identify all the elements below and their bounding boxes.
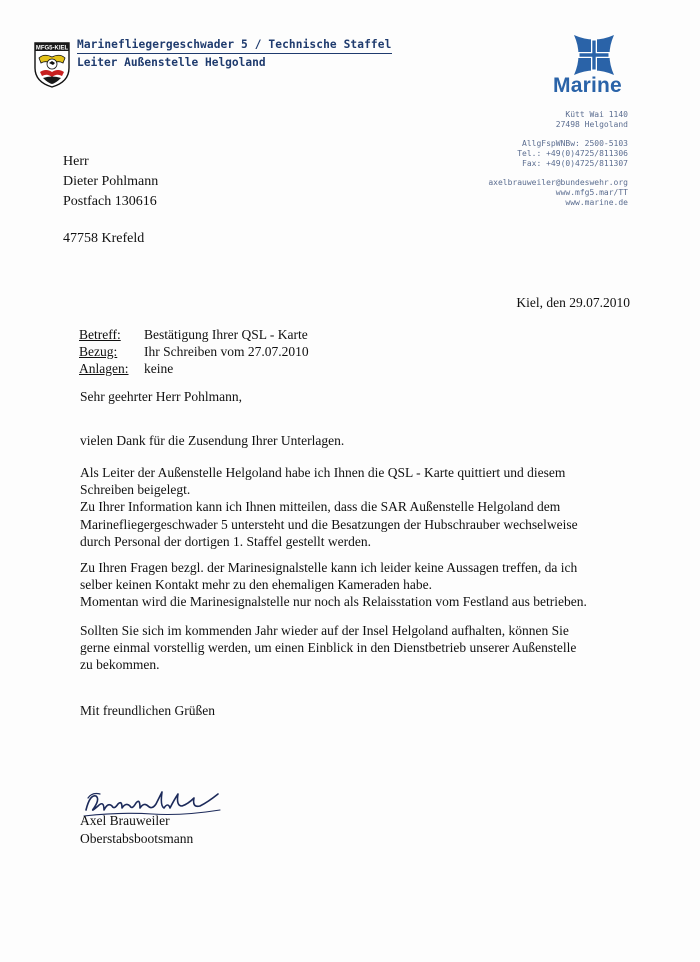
unit-crest-icon [34,42,70,88]
recipient-salutation: Herr [63,154,89,169]
reference-label: Anlagen: [79,361,129,376]
reference-value: Bestätigung Ihrer QSL - Karte [144,327,308,342]
reference-label: Betreff: [79,327,121,342]
reference-attachments [79,360,309,377]
contact-intranet: www.mfg5.mar/TT [555,188,628,197]
address-street: Kütt Wai 1140 [565,110,628,119]
sender-rank: Oberstabsbootsmann [80,830,194,846]
iron-cross-icon [574,35,614,75]
paragraph-invitation [80,622,576,674]
text-line: gerne einmal vorstellig werden, um einen Einblick in den Dienstbetrieb unserer Außenstelle [80,640,577,656]
text-line: Sollten Sie sich im kommenden Jahr wieder auf der Insel Helgoland aufhalten, können Sie [80,623,569,638]
recipient-address [63,152,158,249]
text-line: zu bekommen. [80,657,160,673]
crest-text: MFG5-KIEL [35,45,69,52]
text-line: Als Leiter der Außenstelle Helgoland habe ich Ihnen die QSL - Karte quittiert und diesem [80,465,566,480]
text-line: Zu Ihren Fragen bezgl. der Marinesignalstelle kann ich leider keine Aussagen treffen, da ich [80,560,578,575]
text-line: Schreiben beigelegt. [80,482,191,498]
reference-label: Bezug: [79,344,118,359]
contact-fax: Fax: +49(0)4725/811307 [522,159,628,168]
sender-block [80,812,193,847]
sender-address [556,110,628,130]
text-line: Marinefliegergeschwader 5 untersteht und die Besatzungen der Hubschrauber wechselweise [80,516,578,532]
paragraph-thanks [80,432,344,449]
recipient-city: 47758 Krefeld [63,231,145,246]
contact-email: axelbrauweiler@bundeswehr.org [488,178,628,187]
paragraph-qsl [80,464,578,550]
text-line: vielen Dank für die Zusendung Ihrer Unterlagen. [80,433,345,448]
contact-allg: AllgFspWNBw: 2500-5103 [522,139,628,148]
sender-name: Axel Brauweiler [80,813,170,828]
text-line: Zu Ihrer Information kann ich Ihnen mitteilen, dass die SAR Außenstelle Helgoland dem [80,499,561,515]
reference-subject [79,326,309,343]
unit-title: Marinefliegergeschwader 5 / Technische Staffel [77,38,392,51]
text-line: durch Personal der dortigen 1. Staffel gestellt werden. [80,533,372,549]
text-line: selber keinen Kontakt mehr zu den ehemaligen Kameraden habe. [80,577,432,593]
contact-tel: Tel.: +49(0)4725/811306 [517,149,628,158]
contact-web [488,178,628,208]
closing: Mit freundlichen Grüßen [80,703,215,718]
header-divider [77,53,392,54]
office-title: Leiter Außenstelle Helgoland [77,56,266,69]
paragraph-signal-station [80,559,587,611]
greeting: Sehr geehrter Herr Pohlmann, [80,389,242,404]
date-line: Kiel, den 29.07.2010 [516,295,630,310]
contact-website: www.marine.de [565,198,628,207]
reference-value: keine [144,361,174,376]
recipient-name: Dieter Pohlmann [63,174,159,189]
reference-regarding [79,343,309,360]
reference-block [79,326,309,377]
brand-wordmark: Marine [553,74,622,97]
address-city: 27498 Helgoland [555,120,628,129]
contact-numbers [517,139,628,169]
reference-value: Ihr Schreiben vom 27.07.2010 [144,344,309,359]
recipient-street: Postfach 130616 [63,194,157,209]
text-line: Momentan wird die Marinesignalstelle nur noch als Relaisstation vom Festland aus betrieben. [80,594,587,610]
